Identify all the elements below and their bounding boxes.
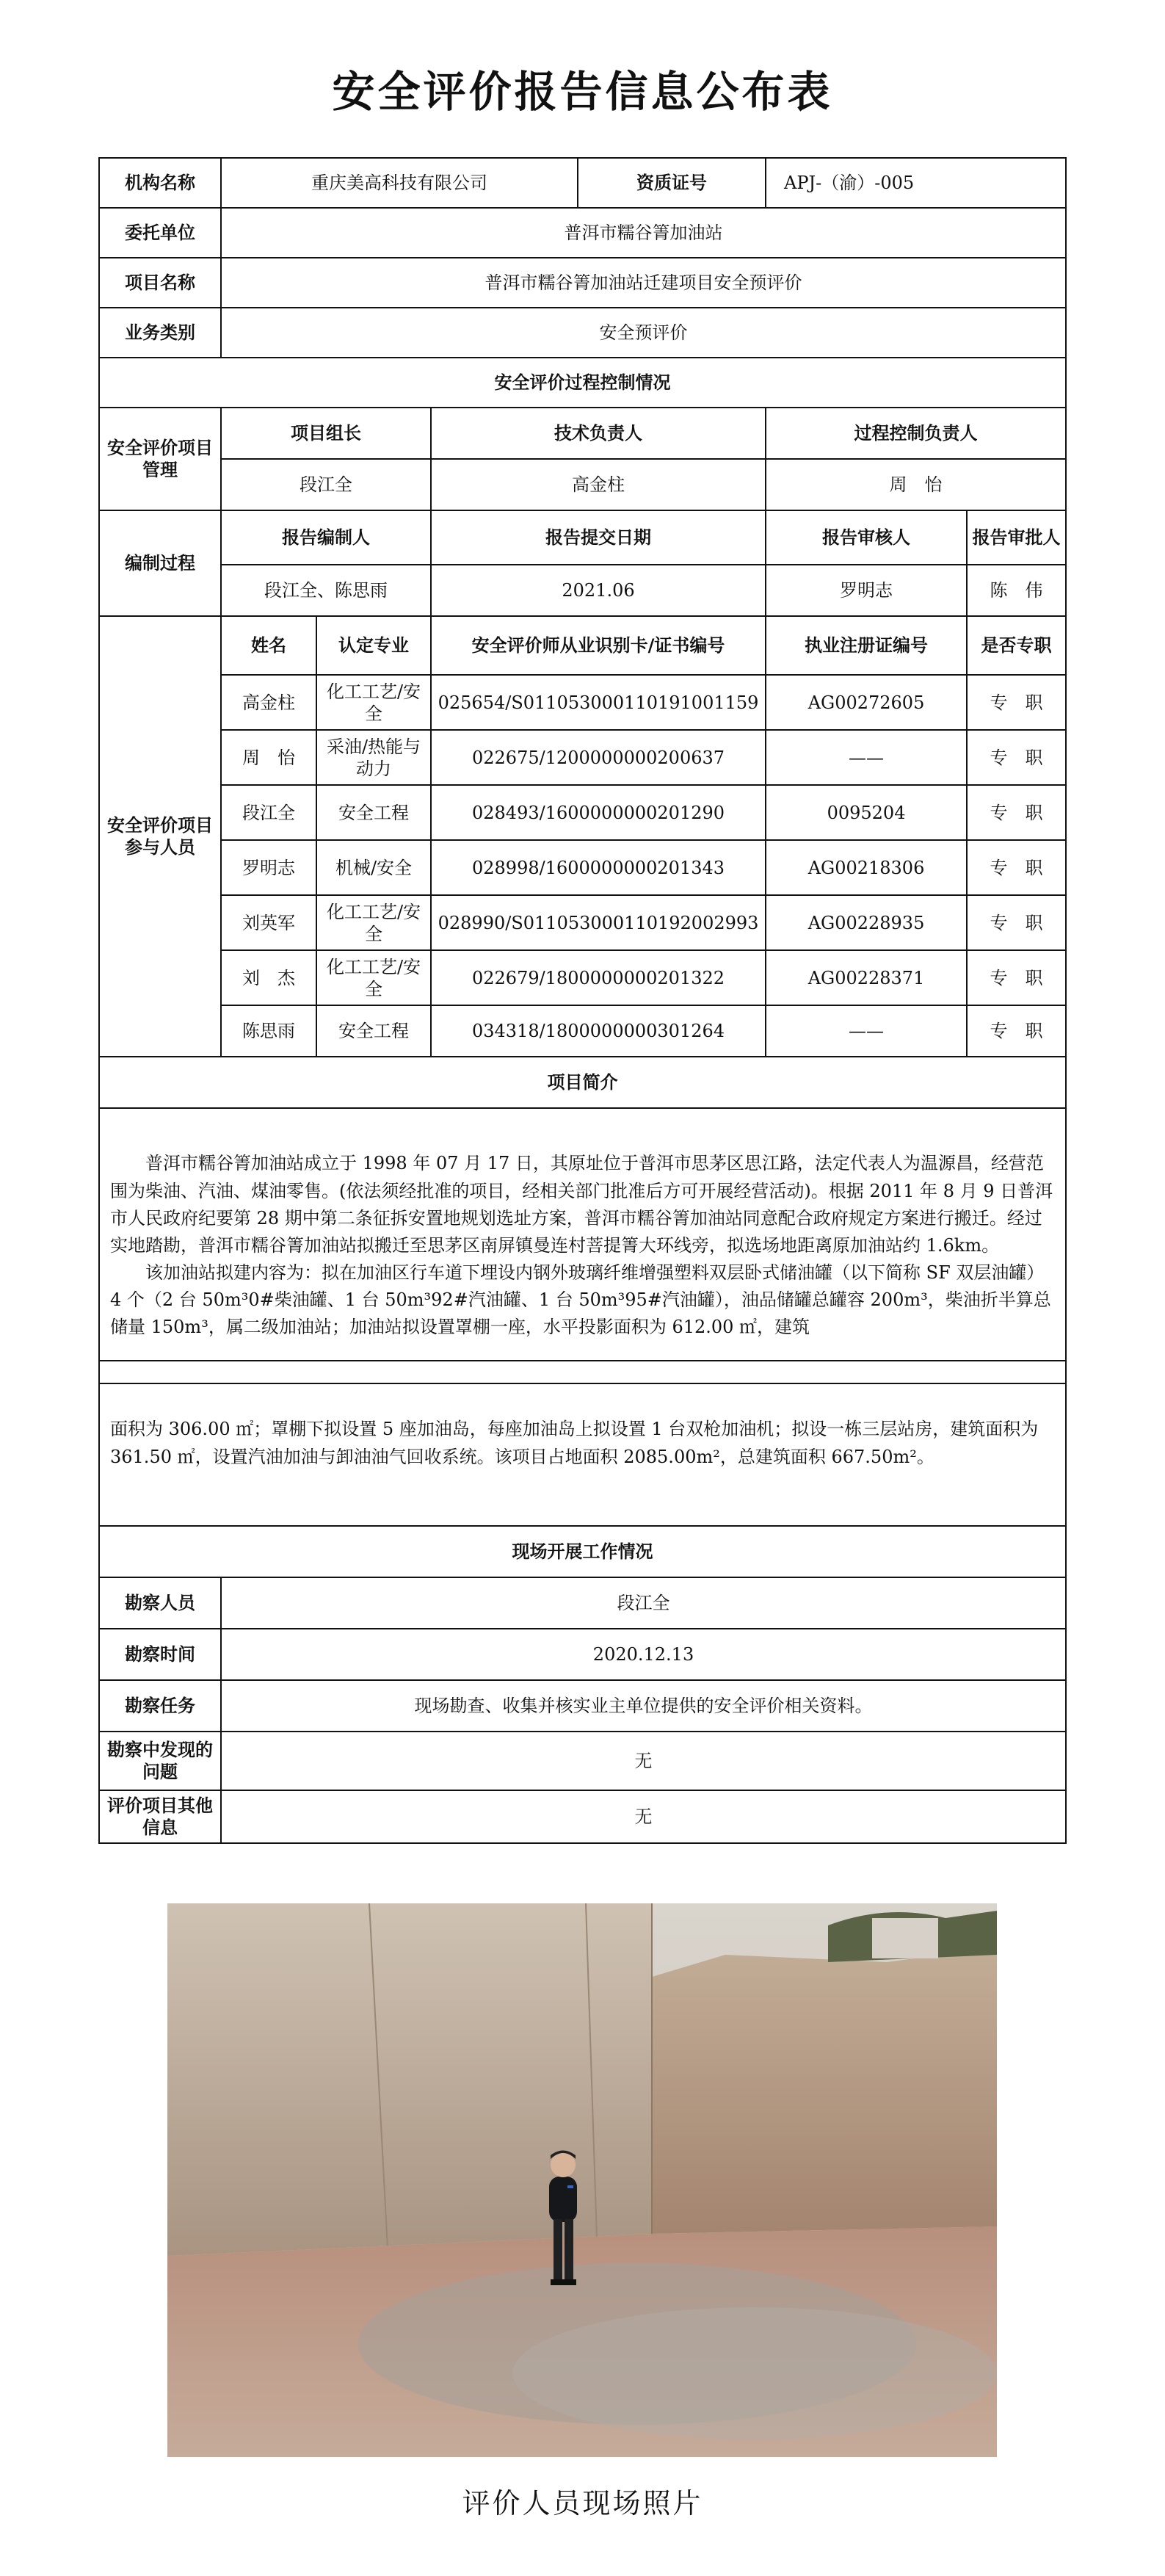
onsite-label: 勘察中发现的问题 bbox=[99, 1732, 221, 1790]
staff-license: —— bbox=[766, 730, 967, 785]
staff-label: 安全评价项目参与人员 bbox=[99, 616, 221, 1057]
onsite-value: 2020.12.13 bbox=[221, 1629, 1066, 1680]
staff-card: 022679/1800000000201322 bbox=[431, 950, 766, 1005]
onsite-table bbox=[98, 1360, 1067, 1844]
compile-header: 报告编制人 bbox=[221, 510, 431, 565]
staff-card: 022675/1200000000200637 bbox=[431, 730, 766, 785]
intro-header: 项目简介 bbox=[99, 1057, 1066, 1108]
staff-row bbox=[99, 950, 1066, 1005]
staff-name: 刘英军 bbox=[221, 895, 316, 950]
org-value: 重庆美高科技有限公司 bbox=[221, 158, 578, 208]
management-value: 段江全 bbox=[221, 459, 431, 510]
staff-license: AG00272605 bbox=[766, 675, 967, 730]
photo-caption: 评价人员现场照片 bbox=[462, 2487, 703, 2519]
onsite-label: 勘察任务 bbox=[99, 1680, 221, 1732]
staff-row bbox=[99, 895, 1066, 950]
staff-row bbox=[99, 730, 1066, 785]
onsite-value: 现场勘查、收集并核实业主单位提供的安全评价相关资料。 bbox=[221, 1680, 1066, 1732]
staff-major: 安全工程 bbox=[316, 1005, 431, 1057]
intro-body bbox=[99, 1108, 1066, 1383]
staff-name: 高金柱 bbox=[221, 675, 316, 730]
intro-paragraph: 面积为 306.00 ㎡；罩棚下拟设置 5 座加油岛，每座加油岛上拟设置 1 台双枪加油机；拟设一栋三层站房，建筑面积为 361.50 ㎡，设置汽油加油与卸油油气回收系统。该项目占地面积 2085.00m²，总建筑面积 667.50m²。 bbox=[110, 1419, 1039, 1467]
staff-fulltime: 专 职 bbox=[967, 950, 1066, 1005]
staff-major: 化工工艺/安全 bbox=[316, 675, 431, 730]
project-row bbox=[99, 258, 1066, 308]
management-header: 技术负责人 bbox=[431, 408, 766, 459]
org-row bbox=[99, 158, 1066, 208]
staff-card: 028990/S011053000110192002993 bbox=[431, 895, 766, 950]
staff-header-row bbox=[99, 616, 1066, 675]
management-value: 周 怡 bbox=[766, 459, 1066, 510]
compile-header: 报告审批人 bbox=[967, 510, 1066, 565]
intro-continued bbox=[99, 1361, 1066, 1526]
staff-header: 认定专业 bbox=[316, 616, 431, 675]
project-value: 普洱市糯谷箐加油站迁建项目安全预评价 bbox=[221, 258, 1066, 308]
compile-value-row bbox=[99, 565, 1066, 616]
onsite-label: 勘察人员 bbox=[99, 1577, 221, 1629]
business-value: 安全预评价 bbox=[221, 308, 1066, 358]
client-value: 普洱市糯谷箐加油站 bbox=[221, 208, 1066, 258]
staff-header: 姓名 bbox=[221, 616, 316, 675]
onsite-value: 无 bbox=[221, 1732, 1066, 1790]
staff-major: 机械/安全 bbox=[316, 840, 431, 895]
staff-header: 执业注册证编号 bbox=[766, 616, 967, 675]
management-header: 过程控制负责人 bbox=[766, 408, 1066, 459]
staff-row bbox=[99, 785, 1066, 840]
staff-header: 安全评价师从业识别卡/证书编号 bbox=[431, 616, 766, 675]
management-value: 高金柱 bbox=[431, 459, 766, 510]
process-header: 安全评价过程控制情况 bbox=[99, 358, 1066, 408]
staff-card: 028998/1600000000201343 bbox=[431, 840, 766, 895]
staff-name: 罗明志 bbox=[221, 840, 316, 895]
site-photo-image bbox=[167, 1903, 997, 2457]
client-row bbox=[99, 208, 1066, 258]
org-label: 机构名称 bbox=[99, 158, 221, 208]
staff-name: 刘 杰 bbox=[221, 950, 316, 1005]
compile-header-row bbox=[99, 510, 1066, 565]
staff-major: 安全工程 bbox=[316, 785, 431, 840]
staff-name: 陈思雨 bbox=[221, 1005, 316, 1057]
staff-fulltime: 专 职 bbox=[967, 1005, 1066, 1057]
staff-card: 028493/1600000000201290 bbox=[431, 785, 766, 840]
staff-license: —— bbox=[766, 1005, 967, 1057]
staff-license: AG00218306 bbox=[766, 840, 967, 895]
staff-header: 是否专职 bbox=[967, 616, 1066, 675]
compile-value: 陈 伟 bbox=[967, 565, 1066, 616]
staff-major: 化工工艺/安全 bbox=[316, 950, 431, 1005]
cert-value: APJ-（渝）-005 bbox=[766, 158, 1066, 208]
staff-name: 周 怡 bbox=[221, 730, 316, 785]
onsite-value: 段江全 bbox=[221, 1577, 1066, 1629]
intro-paragraph: 该加油站拟建内容为：拟在加油区行车道下埋设内钢外玻璃纤维增强塑料双层卧式储油罐（以下简称 SF 双层油罐）4 个（2 台 50m³0#柴油罐、1 台 50m³92#汽油罐、1 台 50m³95#汽油罐），油品储罐总罐容 200m³，柴油折半算总储量 150m³，属二级加油站；加油站拟设置罩棚一座，水平投影面积为 612.00 ㎡，建筑 bbox=[110, 1262, 1051, 1338]
onsite-header-row bbox=[99, 1526, 1066, 1577]
site-photo bbox=[167, 1903, 997, 2457]
onsite-row bbox=[99, 1577, 1066, 1629]
project-label: 项目名称 bbox=[99, 258, 221, 308]
onsite-row bbox=[99, 1680, 1066, 1732]
intro-paragraph: 普洱市糯谷箐加油站成立于 1998 年 07 月 17 日，其原址位于普洱市思茅区思江路，法定代表人为温源昌，经营范围为柴油、汽油、煤油零售。(依法须经批准的项目，经相关部门批准后方可开展经营活动)。根据 2011 年 8 月 9 日普洱市人民政府纪要第 28 期中第二条征拆安置地规划选址方案，普洱市糯谷箐加油站同意配合政府规定方案进行搬迁。经过实地踏勘，普洱市糯谷箐加油站拟搬迁至思茅区南屏镇曼连村菩提箐大环线旁，拟选场地距离原加油站约 1.6km。 bbox=[110, 1153, 1053, 1256]
staff-major: 化工工艺/安全 bbox=[316, 895, 431, 950]
onsite-value: 无 bbox=[221, 1790, 1066, 1843]
staff-fulltime: 专 职 bbox=[967, 840, 1066, 895]
onsite-row bbox=[99, 1790, 1066, 1843]
intro-continued-row bbox=[99, 1361, 1066, 1526]
management-header-row bbox=[99, 408, 1066, 459]
compile-header: 报告提交日期 bbox=[431, 510, 766, 565]
staff-card: 025654/S011053000110191001159 bbox=[431, 675, 766, 730]
onsite-row bbox=[99, 1629, 1066, 1680]
page-title: 安全评价报告信息公布表 bbox=[332, 67, 833, 117]
staff-fulltime: 专 职 bbox=[967, 785, 1066, 840]
onsite-header: 现场开展工作情况 bbox=[99, 1526, 1066, 1577]
staff-card: 034318/1800000000301264 bbox=[431, 1005, 766, 1057]
staff-fulltime: 专 职 bbox=[967, 730, 1066, 785]
client-label: 委托单位 bbox=[99, 208, 221, 258]
business-row bbox=[99, 308, 1066, 358]
compile-value: 段江全、陈思雨 bbox=[221, 565, 431, 616]
management-label: 安全评价项目管理 bbox=[99, 408, 221, 510]
staff-row bbox=[99, 840, 1066, 895]
management-header: 项目组长 bbox=[221, 408, 431, 459]
compile-value: 罗明志 bbox=[766, 565, 967, 616]
staff-row bbox=[99, 1005, 1066, 1057]
intro-row bbox=[99, 1108, 1066, 1383]
onsite-label: 评价项目其他信息 bbox=[99, 1790, 221, 1843]
staff-name: 段江全 bbox=[221, 785, 316, 840]
staff-major: 采油/热能与动力 bbox=[316, 730, 431, 785]
compile-label: 编制过程 bbox=[99, 510, 221, 616]
management-value-row bbox=[99, 459, 1066, 510]
onsite-label: 勘察时间 bbox=[99, 1629, 221, 1680]
process-header-row bbox=[99, 358, 1066, 408]
compile-value: 2021.06 bbox=[431, 565, 766, 616]
business-label: 业务类别 bbox=[99, 308, 221, 358]
intro-header-row bbox=[99, 1057, 1066, 1108]
staff-license: AG00228371 bbox=[766, 950, 967, 1005]
info-table bbox=[98, 157, 1067, 1384]
compile-header: 报告审核人 bbox=[766, 510, 967, 565]
staff-row bbox=[99, 675, 1066, 730]
staff-fulltime: 专 职 bbox=[967, 675, 1066, 730]
staff-license: 0095204 bbox=[766, 785, 967, 840]
cert-label: 资质证号 bbox=[578, 158, 766, 208]
onsite-row bbox=[99, 1732, 1066, 1790]
staff-fulltime: 专 职 bbox=[967, 895, 1066, 950]
staff-license: AG00228935 bbox=[766, 895, 967, 950]
